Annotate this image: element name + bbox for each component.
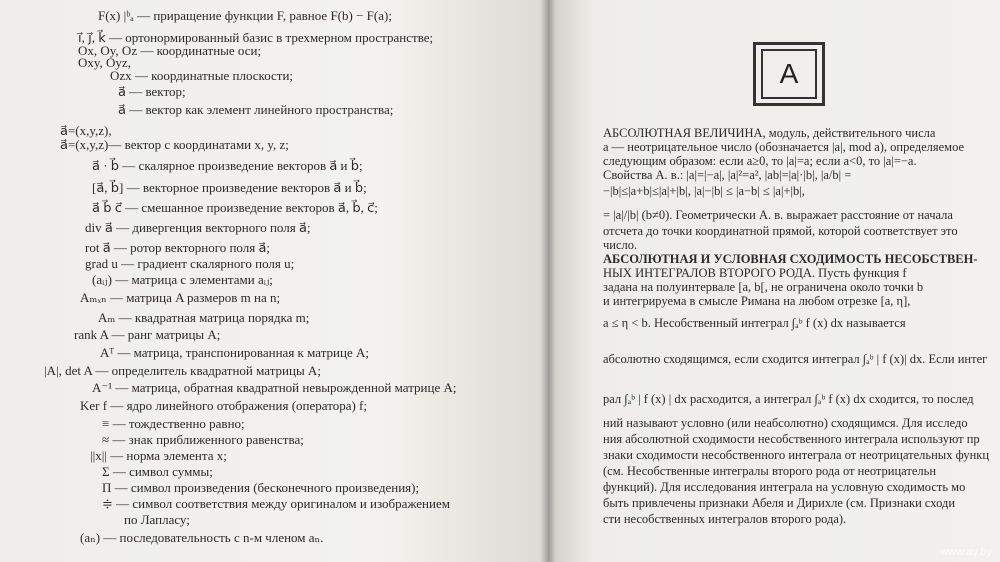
left-line: F(x) |ᵇₐ — приращение функции F, равное F(b) − F(a); <box>98 8 392 23</box>
left-line: |A|, det A — определитель квадратной матрицы A; <box>44 363 321 378</box>
left-line: a⃗ — вектор; <box>118 84 186 99</box>
left-line: a⃗ · b⃗ — скалярное произведение векторов a⃗ и b⃗; <box>92 158 363 173</box>
right-line: рал ∫ₐᵇ | f (x) | dx расходится, а интеграл ∫ₐᵇ f (x) dx сходится, то послед <box>603 392 974 406</box>
right-line: абсолютно сходящимся, если сходится интеграл ∫ₐᵇ | f (x)| dx. Если интег <box>603 352 988 366</box>
right-line: число. <box>603 238 638 252</box>
watermark: www.ay.by <box>940 546 992 558</box>
left-line: (aₙ) — последовательность с n-м членом aₙ. <box>80 530 324 545</box>
right-line: ний называют условно (или неабсолютно) сходящимся. Для исследо <box>603 416 968 430</box>
right-line: функций). Для исследования интеграла на условную сходимость мо <box>603 480 966 494</box>
right-line: быть привлечены признаки Абеля и Дирихле (см. Признаки сходи <box>603 496 956 510</box>
right-line: = |a|/|b| (b≠0). Геометрически А. в. выражает расстояние от начала <box>603 208 953 222</box>
left-line: Π — символ произведения (бесконечного произведения); <box>102 480 420 495</box>
right-line: сти несобственных интегралов второго рода). <box>603 512 847 526</box>
right-line: a ≤ η < b. Несобственный интеграл ∫ₐᵇ f (x) dx называется <box>603 316 906 330</box>
left-line: ≡ — тождественно равно; <box>102 416 245 431</box>
left-line: Oxy, Oyz, <box>78 55 131 70</box>
left-line: Aₘ — квадратная матрица порядка m; <box>98 310 310 325</box>
left-line: (aᵢⱼ) — матрица с элементами aᵢⱼ; <box>92 272 273 287</box>
right-line: АБСОЛЮТНАЯ И УСЛОВНАЯ СХОДИМОСТЬ НЕСОБСТВЕН- <box>603 252 978 266</box>
left-line: по Лапласу; <box>124 512 190 527</box>
right-line: НЫХ ИНТЕГРАЛОВ ВТОРОГО РОДА. Пусть функция f <box>603 266 907 280</box>
left-line: Aₘₓₙ — матрица A размеров m на n; <box>80 290 281 305</box>
right-line: задана на полуинтервале [a, b[, не ограничена около точки b <box>603 280 924 294</box>
left-line: [a⃗, b⃗] — векторное произведение векторов a⃗ и b⃗; <box>92 180 367 195</box>
left-line: rot a⃗ — ротор векторного поля a⃗; <box>85 240 271 255</box>
left-line: ||x|| — норма элемента x; <box>90 448 227 463</box>
left-line: a⃗=(x,y,z), <box>60 123 112 138</box>
left-line: ≈ — знак приближенного равенства; <box>102 432 304 447</box>
left-line: Ox, Oy, Oz — координатные оси; <box>78 43 262 58</box>
left-line: ≑ — символ соответствия между оригиналом и изображением <box>102 496 450 511</box>
left-line: Σ — символ суммы; <box>102 464 213 479</box>
right-page <box>548 0 1000 562</box>
left-line: A⁻¹ — матрица, обратная квадратной невырожденной матрице A; <box>92 380 457 395</box>
book-gutter <box>540 0 556 562</box>
left-line: a⃗ — вектор как элемент линейного пространства; <box>118 102 394 117</box>
left-line: grad u — градиент скалярного поля u; <box>85 256 295 271</box>
right-line: a — неотрицательное число (обозначается |a|, mod a), определяемое <box>603 140 965 154</box>
right-line: АБСОЛЮТНАЯ ВЕЛИЧИНА, модуль, действительного числа <box>603 126 936 140</box>
left-line: Aᵀ — матрица, транспонированная к матрице A; <box>100 345 369 360</box>
right-line: знаки сходимости несобственного интеграла от неотрицательных функц <box>603 448 990 462</box>
left-line: a⃗ b⃗ c⃗ — смешанное произведение векторов a⃗, b⃗, c⃗; <box>92 200 378 215</box>
section-letter-seal <box>753 42 825 106</box>
left-line: Ker f — ядро линейного отображения (оператора) f; <box>80 398 367 413</box>
left-line: rank A — ранг матрицы A; <box>74 327 221 342</box>
right-line: следующим образом: если a≥0, то |a|=a; если a<0, то |a|=−a. <box>603 154 917 168</box>
left-line: i⃗, j⃗, k⃗ — ортонормированный базис в трехмерном пространстве; <box>78 30 434 45</box>
right-line: и интегрируема в смысле Римана на любом отрезке [a, η], <box>603 294 911 308</box>
left-line: a⃗=(x,y,z)— вектор с координатами x, y, z; <box>60 137 289 152</box>
right-line: −|b|≤|a+b|≤|a|+|b|, |a|−|b| ≤ |a−b| ≤ |a|+|b|, <box>603 184 805 198</box>
right-line: (см. Несобственные интегралы второго рода от неотрицательн <box>603 464 937 478</box>
right-line: отсчета до точки координатной прямой, которой соответствует это <box>603 224 958 238</box>
right-line: Свойства А. в.: |a|=|−a|, |a|²=a², |ab|=|a|·|b|, |a/b| = <box>603 168 852 182</box>
left-line: div a⃗ — дивергенция векторного поля a⃗; <box>85 220 311 235</box>
left-line: Ozx — координатные плоскости; <box>110 68 294 83</box>
right-line: ния абсолютной сходимости несобственного интеграла используют пр <box>603 432 980 446</box>
section-letter: А <box>761 49 817 99</box>
